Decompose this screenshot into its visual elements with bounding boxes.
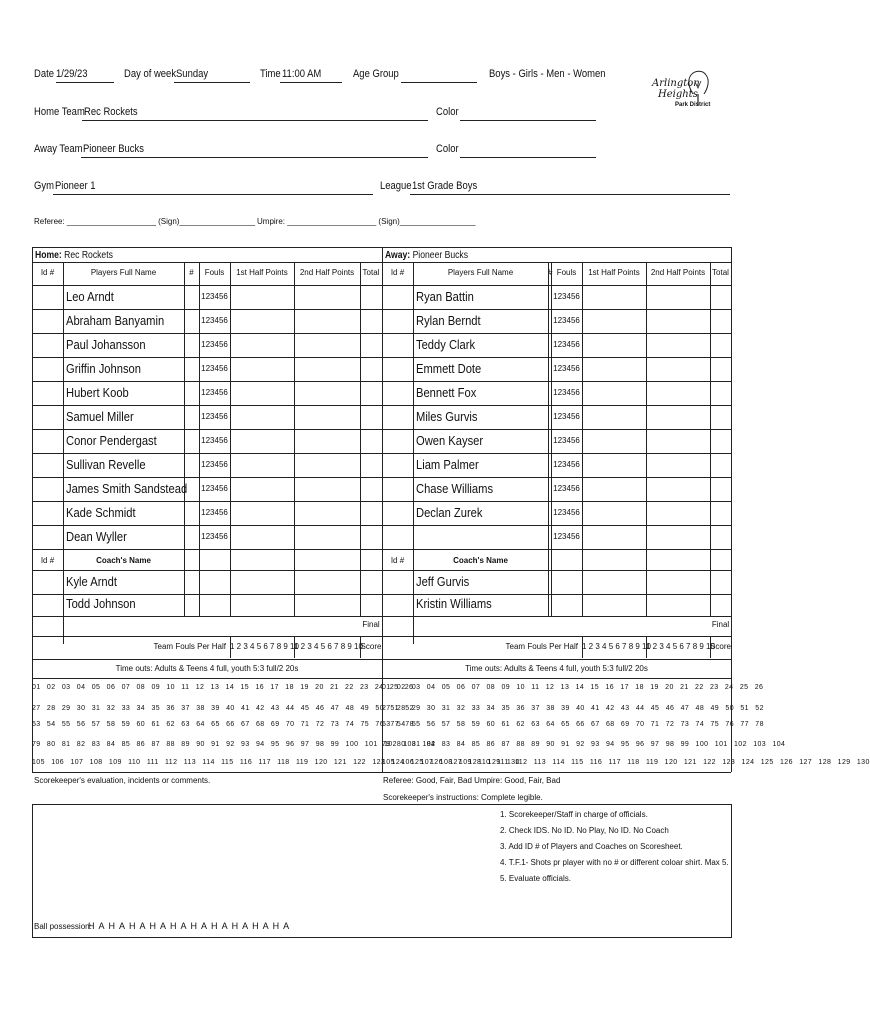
away-caption <box>385 250 468 261</box>
home-col-header-total: Total <box>362 268 380 277</box>
home-color-field[interactable] <box>460 120 596 121</box>
home-score-label: Score <box>360 642 382 651</box>
home-final-label: Final <box>362 620 380 629</box>
home-timeouts[interactable]: Time outs: Adults & Teens 4 full, youth 5:3 full/2 20s <box>115 664 299 673</box>
fouls-tally[interactable]: 123456 <box>201 484 228 493</box>
away-caption-label: Away: <box>385 250 411 261</box>
running-score-row[interactable]: 27 28 29 30 31 32 33 34 35 36 37 38 39 40 41 42 43 44 45 46 47 48 49 50 51 52 <box>32 705 414 712</box>
league-label: League <box>380 180 412 192</box>
fouls-tally[interactable]: 123456 <box>201 508 228 517</box>
day-of-week-label: Day of week <box>124 68 177 80</box>
away-col-header-second_half: 2nd Half Points <box>650 268 706 277</box>
away-player-name[interactable]: Owen Kayser <box>416 433 484 448</box>
home-color-label: Color <box>436 106 459 118</box>
home-col-header-first_half: 1st Half Points <box>236 268 288 277</box>
instruction-item: 2. Check IDS. No ID. No Play, No ID. No Coach <box>500 826 669 835</box>
time-label: Time <box>260 68 281 80</box>
away-col-header-fouls: Fouls <box>556 268 577 277</box>
away-team-label: Away Team <box>34 143 83 155</box>
umpire-line[interactable]: Umpire: ____________________ (Sign)_________________ <box>257 217 476 226</box>
logo-line-3: Park District <box>675 102 711 108</box>
running-score-row[interactable]: 01 02 03 04 05 06 07 08 09 10 11 12 13 14 15 16 17 18 19 20 21 22 23 24 25 26 <box>32 684 414 691</box>
day-of-week-value[interactable]: Sunday <box>176 68 209 80</box>
home-col-header-fouls: Fouls <box>204 268 225 277</box>
away-player-name[interactable]: Ryan Battin <box>416 289 474 304</box>
running-score-row[interactable]: 53 54 55 56 57 58 59 60 61 62 63 64 65 66 67 68 69 70 71 72 73 74 75 76 77 78 <box>382 721 764 728</box>
home-player-name[interactable]: Samuel Miller <box>66 409 134 424</box>
away-coach-id-header: Id # <box>390 556 405 565</box>
home-player-name[interactable]: Leo Arndt <box>66 289 114 304</box>
date-value[interactable]: 1/29/23 <box>56 68 88 80</box>
fouls-tally[interactable]: 123456 <box>201 364 228 373</box>
home-col-header-id: Id # <box>40 268 55 277</box>
logo-line-1: Arlington <box>652 78 700 89</box>
fouls-tally[interactable]: 123456 <box>553 508 580 517</box>
fouls-tally[interactable]: 123456 <box>201 316 228 325</box>
home-team-value[interactable]: Rec Rockets <box>84 106 138 118</box>
age-group-label: Age Group <box>353 68 399 80</box>
fouls-tally[interactable]: 123456 <box>201 340 228 349</box>
fouls-tally[interactable]: 123456 <box>553 364 580 373</box>
logo-line-2: Heights <box>658 89 698 100</box>
away-player-name[interactable]: Liam Palmer <box>416 457 479 472</box>
fouls-tally[interactable]: 123456 <box>553 388 580 397</box>
gender-options: Boys - Girls - Men - Women <box>489 68 606 80</box>
away-score-label: Score <box>710 642 731 651</box>
running-score-row[interactable]: 79 80 81 82 83 84 85 86 87 88 89 90 91 92 93 94 95 96 97 98 99 100 101 102 103 104 <box>32 741 436 748</box>
running-score-row[interactable]: 27 28 29 30 31 32 33 34 35 36 37 38 39 40 41 42 43 44 45 46 47 48 49 50 51 52 <box>382 705 764 712</box>
fouls-tally[interactable]: 123456 <box>553 412 580 421</box>
ball-possession-label: Ball possession: <box>34 922 92 931</box>
away-player-name[interactable]: Rylan Berndt <box>416 313 481 328</box>
home-player-name[interactable]: Conor Pendergast <box>66 433 157 448</box>
home-team-fouls-half1[interactable]: 1 2 3 4 5 6 7 8 9 10 <box>230 642 299 651</box>
home-player-name[interactable]: Paul Johansson <box>66 337 146 352</box>
away-player-name[interactable]: Teddy Clark <box>416 337 476 352</box>
away-team-value[interactable]: Pioneer Bucks <box>83 143 145 155</box>
fouls-tally[interactable]: 123456 <box>553 340 580 349</box>
away-player-name[interactable]: Bennett Fox <box>416 385 477 400</box>
running-score-row[interactable]: 01 02 03 04 05 06 07 08 09 10 11 12 13 14 15 16 17 18 19 20 21 22 23 24 25 26 <box>382 684 764 691</box>
running-score-row[interactable]: 79 80 81 82 83 84 85 86 87 88 89 90 91 92 93 94 95 96 97 98 99 100 101 102 103 104 <box>382 741 786 748</box>
instruction-item: 5. Evaluate officials. <box>500 874 572 883</box>
instruction-item: 3. Add ID # of Players and Coaches on Scoresheet. <box>500 842 683 851</box>
home-coach-name[interactable]: Todd Johnson <box>66 596 136 611</box>
home-coach-id-header: Id # <box>40 556 55 565</box>
away-player-name[interactable]: Miles Gurvis <box>416 409 478 424</box>
home-player-name[interactable]: Dean Wyller <box>66 529 127 544</box>
away-team-fouls-label: Team Fouls Per Half <box>505 642 578 651</box>
fouls-tally[interactable]: 123456 <box>553 484 580 493</box>
away-col-header-first_half: 1st Half Points <box>588 268 640 277</box>
away-player-name[interactable]: Emmett Dote <box>416 361 482 376</box>
instruction-item: 1. Scorekeeper/Staff in charge of officials. <box>500 810 648 819</box>
fouls-tally[interactable]: 123456 <box>201 460 228 469</box>
away-col-header-name: Players Full Name <box>447 268 514 277</box>
away-caption-team: Pioneer Bucks <box>412 250 469 261</box>
running-score-row[interactable]: 105 106 107 108 109 110 111 112 113 114 115 116 117 118 119 120 121 122 123 124 125 126 127 128 129 130 <box>32 759 520 766</box>
home-col-header-name: Players Full Name <box>90 268 157 277</box>
time-value[interactable]: 11:00 AM <box>282 68 322 80</box>
home-coach-name-header: Coach's Name <box>96 556 151 565</box>
away-col-header-id: Id # <box>390 268 405 277</box>
gym-label: Gym <box>34 180 54 192</box>
away-coach-name[interactable]: Jeff Gurvis <box>416 574 470 589</box>
fouls-tally[interactable]: 123456 <box>201 388 228 397</box>
fouls-tally[interactable]: 123456 <box>553 532 580 541</box>
date-label: Date <box>34 68 54 80</box>
running-score-row[interactable]: 53 54 55 56 57 58 59 60 61 62 63 64 65 66 67 68 69 70 71 72 73 74 75 76 77 78 <box>32 721 414 728</box>
home-player-name[interactable]: Hubert Koob <box>66 385 129 400</box>
away-team-fouls-half2[interactable]: 1 2 3 4 5 6 7 8 9 10 <box>646 642 715 651</box>
fouls-tally[interactable]: 123456 <box>201 532 228 541</box>
instruction-item: 4. T.F.1- Shots pr player with no # or different coloar shirt. Max 5. <box>500 858 729 867</box>
away-col-header-num: # <box>548 268 553 277</box>
fouls-tally[interactable]: 123456 <box>201 292 228 301</box>
official-rating: Referee: Good, Fair, Bad Umpire: Good, Fair, Bad <box>383 776 561 785</box>
home-col-header-num: # <box>189 268 194 277</box>
home-caption-team: Rec Rockets <box>64 250 113 261</box>
referee-line[interactable]: Referee: ____________________ (Sign)_________________ <box>34 217 256 226</box>
away-coach-name[interactable]: Kristin Williams <box>416 596 492 611</box>
away-player-name[interactable]: Declan Zurek <box>416 505 483 520</box>
home-player-name[interactable]: Sullivan Revelle <box>66 457 146 472</box>
fouls-tally[interactable]: 123456 <box>553 292 580 301</box>
park-district-logo <box>646 66 716 114</box>
away-timeouts[interactable]: Time outs: Adults & Teens 4 full, youth 5:3 full/2 20s <box>465 664 648 673</box>
fouls-tally[interactable]: 123456 <box>553 460 580 469</box>
fouls-tally[interactable]: 123456 <box>553 316 580 325</box>
scorekeeper-evaluation-label: Scorekeeper's evaluation, incidents or comments. <box>34 776 211 785</box>
away-color-field[interactable] <box>460 157 596 158</box>
home-player-name[interactable]: James Smith Sandstead <box>66 481 188 496</box>
home-player-name[interactable]: Abraham Banyamin <box>66 313 165 328</box>
age-group-field[interactable] <box>401 82 477 83</box>
away-final-label: Final <box>711 620 730 629</box>
home-player-name[interactable]: Kade Schmidt <box>66 505 136 520</box>
home-team-label: Home Team <box>34 106 85 118</box>
home-team-fouls-label: Team Fouls Per Half <box>153 642 226 651</box>
league-value[interactable]: 1st Grade Boys <box>412 180 478 192</box>
home-coach-name[interactable]: Kyle Arndt <box>66 574 117 589</box>
away-team-fouls-half1[interactable]: 1 2 3 4 5 6 7 8 9 10 <box>582 642 651 651</box>
home-caption <box>35 250 113 261</box>
instructions-title: Scorekeeper's instructions: Complete legible. <box>383 793 543 802</box>
away-color-label: Color <box>436 143 459 155</box>
fouls-tally[interactable]: 123456 <box>201 412 228 421</box>
fouls-tally[interactable]: 123456 <box>553 436 580 445</box>
away-coach-name-header: Coach's Name <box>453 556 508 565</box>
home-player-name[interactable]: Griffin Johnson <box>66 361 141 376</box>
home-caption-label: Home: <box>35 250 62 261</box>
running-score-row[interactable]: 105 106 107 108 109 110 111 112 113 114 115 116 117 118 119 120 121 122 123 124 125 126 127 128 129 130 <box>382 759 870 766</box>
home-col-header-second_half: 2nd Half Points <box>299 268 355 277</box>
gym-value[interactable]: Pioneer 1 <box>55 180 96 192</box>
fouls-tally[interactable]: 123456 <box>201 436 228 445</box>
away-player-name[interactable]: Chase Williams <box>416 481 494 496</box>
ball-possession-arrows[interactable]: H A H A H A H A H A H A H A H A H A H A <box>88 921 291 931</box>
home-team-fouls-half2[interactable]: 1 2 3 4 5 6 7 8 9 10 <box>294 642 363 651</box>
away-col-header-total: Total <box>712 268 729 277</box>
